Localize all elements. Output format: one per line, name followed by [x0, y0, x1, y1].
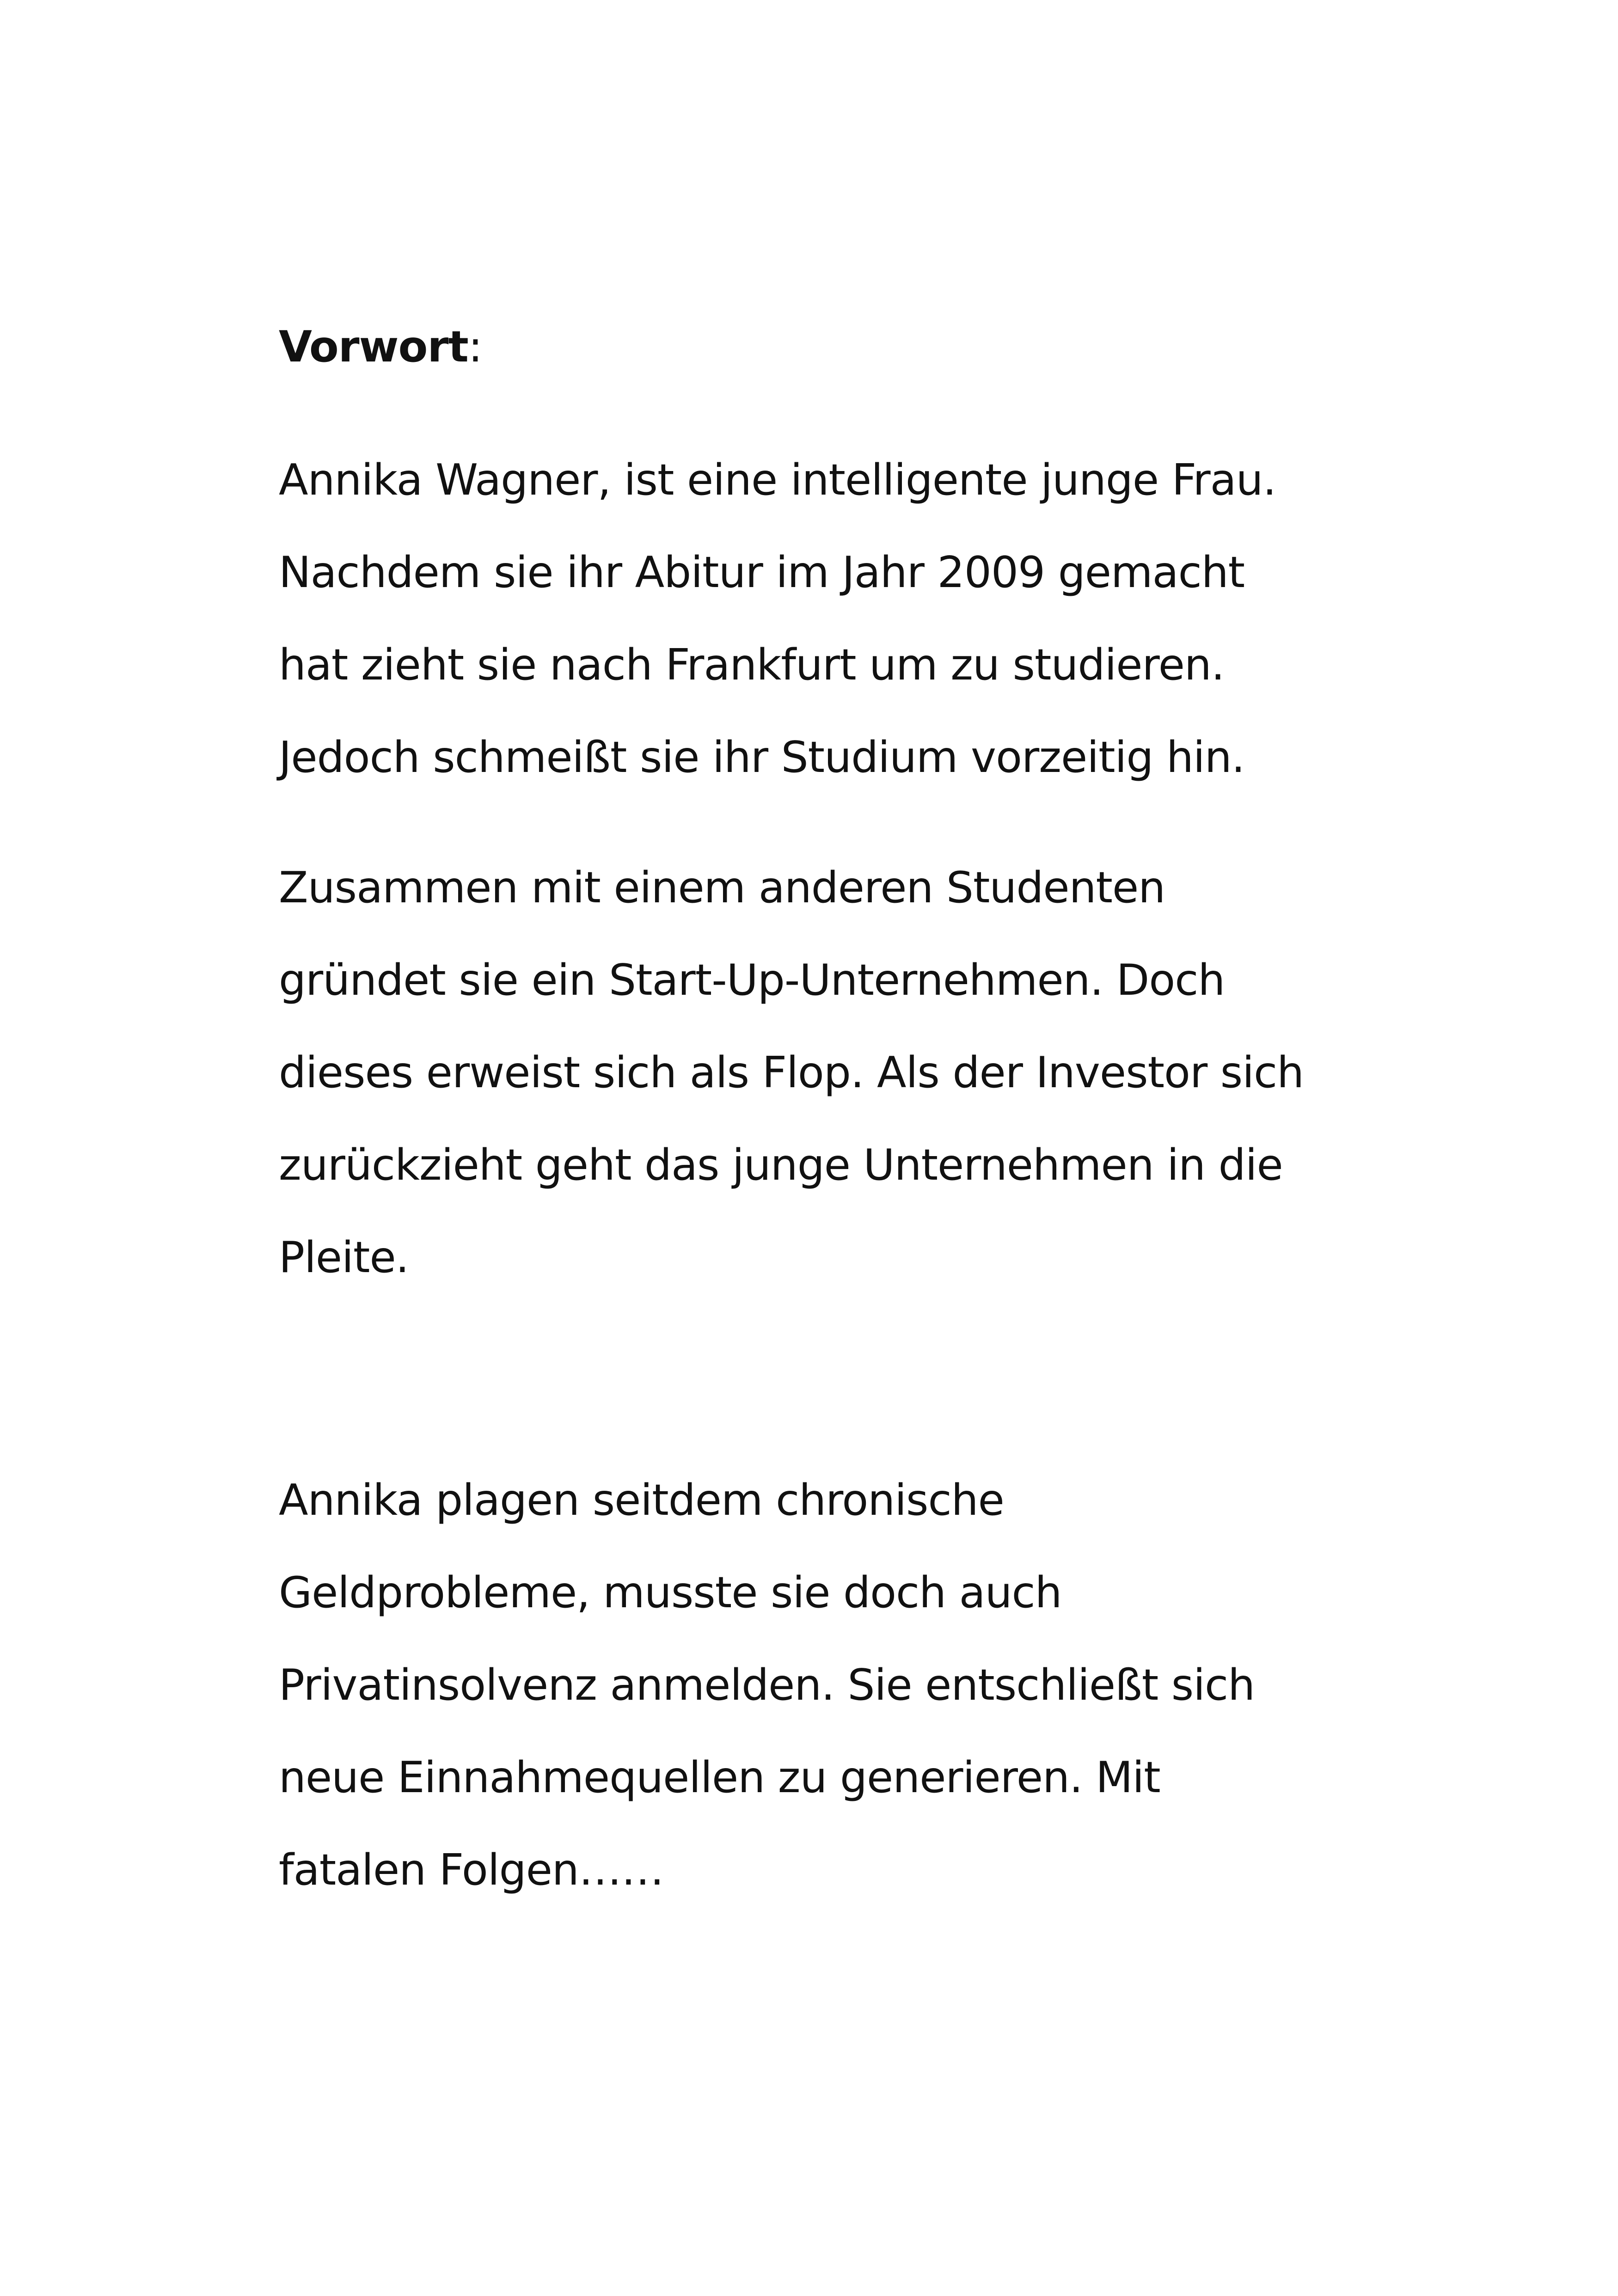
paragraph-line: fatalen Folgen……	[279, 1845, 664, 1895]
paragraph-line: Nachdem sie ihr Abitur im Jahr 2009 gemacht	[279, 547, 1245, 597]
heading-word: Vorwort	[279, 322, 468, 372]
paragraph-line: zurückzieht geht das junge Unternehmen in die	[279, 1140, 1283, 1190]
paragraph-line: Zusammen mit einem anderen Studenten	[279, 863, 1165, 912]
paragraph-line: Jedoch schmeißt sie ihr Studium vorzeitig hin.	[279, 732, 1245, 782]
paragraph-line: Annika Wagner, ist eine intelligente junge Frau.	[279, 455, 1276, 505]
paragraph-line: dieses erweist sich als Flop. Als der Investor sich	[279, 1047, 1304, 1097]
paragraph-line: Geldprobleme, musste sie doch auch	[279, 1567, 1062, 1617]
paragraph-line: Privatinsolvenz anmelden. Sie entschließt sich	[279, 1660, 1255, 1710]
paragraph-line: gründet sie ein Start-Up-Unternehmen. Doch	[279, 955, 1225, 1005]
paragraph-1	[279, 434, 1388, 803]
page-heading	[279, 310, 482, 384]
paragraph-line: Annika plagen seitdem chronische	[279, 1475, 1004, 1525]
paragraph-line: neue Einnahmequellen zu generieren. Mit	[279, 1752, 1160, 1802]
paragraph-2	[279, 841, 1388, 1304]
paragraph-line: hat zieht sie nach Frankfurt um zu studieren.	[279, 640, 1225, 690]
paragraph-line: Pleite.	[279, 1232, 409, 1282]
paragraph-3	[279, 1454, 1388, 1916]
heading-suffix: :	[468, 322, 483, 372]
